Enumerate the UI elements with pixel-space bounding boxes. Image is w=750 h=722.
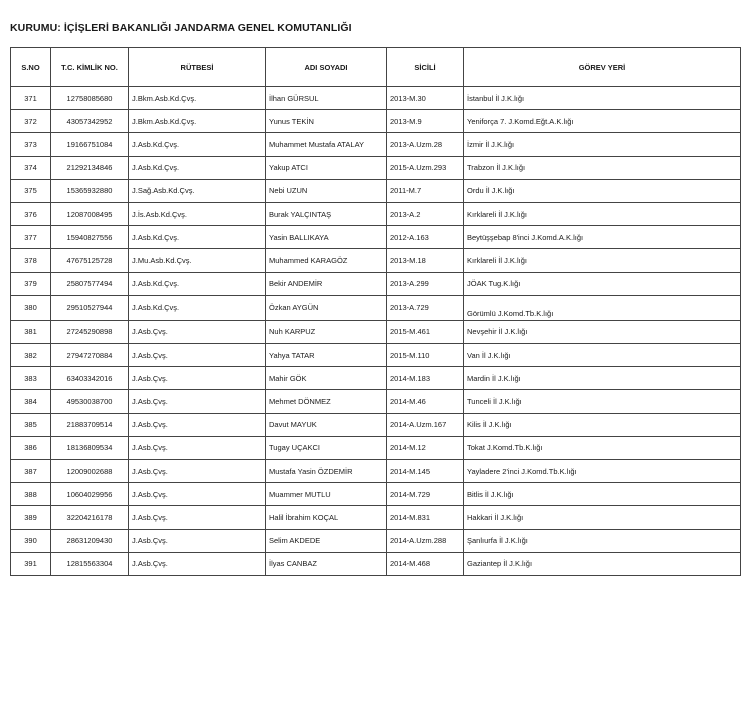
cell-registry: 2013-A.Uzm.28 — [387, 133, 464, 156]
cell-duty-station: Kilis İl J.K.lığı — [464, 413, 741, 436]
cell-registry: 2013-A.299 — [387, 272, 464, 295]
cell-tc-no: 49530038700 — [51, 390, 129, 413]
table-row — [11, 179, 741, 202]
cell-sno: 376 — [11, 202, 51, 225]
cell-name: Muhammed KARAGÖZ — [266, 249, 387, 272]
cell-sno: 383 — [11, 367, 51, 390]
cell-sno: 378 — [11, 249, 51, 272]
cell-rank: J.Asb.Çvş. — [129, 413, 266, 436]
cell-registry: 2015-A.Uzm.293 — [387, 156, 464, 179]
cell-name: Yahya TATAR — [266, 344, 387, 367]
cell-tc-no: 29510527944 — [51, 295, 129, 320]
table-row — [11, 226, 741, 249]
cell-tc-no: 21292134846 — [51, 156, 129, 179]
column-header-duty: GÖREV YERİ — [464, 48, 741, 87]
cell-sno: 375 — [11, 179, 51, 202]
cell-duty-station: Bitlis İl J.K.lığı — [464, 483, 741, 506]
cell-name: Mahir GÖK — [266, 367, 387, 390]
cell-rank: J.Asb.Çvş. — [129, 506, 266, 529]
cell-rank: J.Asb.Çvş. — [129, 436, 266, 459]
cell-registry: 2013-A.729 — [387, 295, 464, 320]
cell-registry: 2014-A.Uzm.288 — [387, 529, 464, 552]
cell-duty-station: Tunceli İl J.K.lığı — [464, 390, 741, 413]
table-row — [11, 249, 741, 272]
cell-tc-no: 15365932880 — [51, 179, 129, 202]
cell-rank: J.Asb.Çvş. — [129, 320, 266, 343]
column-header-rank: RÜTBESİ — [129, 48, 266, 87]
cell-registry: 2013-A.2 — [387, 202, 464, 225]
table-row — [11, 202, 741, 225]
table-row — [11, 413, 741, 436]
cell-name: Nuh KARPUZ — [266, 320, 387, 343]
cell-rank: J.Bkm.Asb.Kd.Çvş. — [129, 87, 266, 110]
cell-name: Yunus TEKİN — [266, 110, 387, 133]
table-body — [11, 87, 741, 576]
cell-duty-station: Hakkari İl J.K.lığı — [464, 506, 741, 529]
cell-sno: 373 — [11, 133, 51, 156]
cell-sno: 377 — [11, 226, 51, 249]
cell-sno: 379 — [11, 272, 51, 295]
cell-tc-no: 47675125728 — [51, 249, 129, 272]
cell-name: Tugay UÇAKCI — [266, 436, 387, 459]
cell-registry: 2014-M.46 — [387, 390, 464, 413]
cell-tc-no: 12758085680 — [51, 87, 129, 110]
table-row — [11, 390, 741, 413]
cell-name: Mustafa Yasin ÖZDEMİR — [266, 460, 387, 483]
cell-duty-station: İstanbul İl J.K.lığı — [464, 87, 741, 110]
column-header-tc: T.C. KİMLİK NO. — [51, 48, 129, 87]
cell-tc-no: 15940827556 — [51, 226, 129, 249]
cell-tc-no: 12815563304 — [51, 552, 129, 575]
cell-sno: 381 — [11, 320, 51, 343]
table-row — [11, 110, 741, 133]
cell-tc-no: 10604029956 — [51, 483, 129, 506]
table-row — [11, 87, 741, 110]
cell-sno: 386 — [11, 436, 51, 459]
table-header-row — [11, 48, 741, 87]
cell-sno: 388 — [11, 483, 51, 506]
cell-tc-no: 28631209430 — [51, 529, 129, 552]
table-row — [11, 133, 741, 156]
table-row — [11, 436, 741, 459]
cell-tc-no: 12009002688 — [51, 460, 129, 483]
cell-duty-station: İzmir İl J.K.lığı — [464, 133, 741, 156]
cell-tc-no: 27947270884 — [51, 344, 129, 367]
cell-registry: 2013-M.30 — [387, 87, 464, 110]
cell-duty-station: Trabzon İl J.K.lığı — [464, 156, 741, 179]
cell-tc-no: 18136809534 — [51, 436, 129, 459]
table-row — [11, 552, 741, 575]
cell-rank: J.Asb.Çvş. — [129, 460, 266, 483]
cell-rank: J.Mu.Asb.Kd.Çvş. — [129, 249, 266, 272]
cell-name: Nebi UZUN — [266, 179, 387, 202]
cell-sno: 389 — [11, 506, 51, 529]
cell-rank: J.Asb.Kd.Çvş. — [129, 272, 266, 295]
cell-registry: 2014-A.Uzm.167 — [387, 413, 464, 436]
table-row — [11, 506, 741, 529]
cell-registry: 2012-A.163 — [387, 226, 464, 249]
cell-name: Muammer MUTLU — [266, 483, 387, 506]
cell-name: Halil İbrahim KOÇAL — [266, 506, 387, 529]
cell-registry: 2014-M.183 — [387, 367, 464, 390]
cell-sno: 385 — [11, 413, 51, 436]
cell-rank: J.Bkm.Asb.Kd.Çvş. — [129, 110, 266, 133]
cell-name: Mehmet DÖNMEZ — [266, 390, 387, 413]
cell-registry: 2013-M.18 — [387, 249, 464, 272]
cell-tc-no: 21883709514 — [51, 413, 129, 436]
cell-duty-station: JÖAK Tug.K.lığı — [464, 272, 741, 295]
table-row — [11, 460, 741, 483]
cell-rank: J.Asb.Çvş. — [129, 367, 266, 390]
cell-registry: 2014-M.729 — [387, 483, 464, 506]
cell-name: Burak YALÇINTAŞ — [266, 202, 387, 225]
cell-rank: J.Sağ.Asb.Kd.Çvş. — [129, 179, 266, 202]
cell-name: Yasin BALLIKAYA — [266, 226, 387, 249]
cell-registry: 2013-M.9 — [387, 110, 464, 133]
cell-name: Bekir ANDEMİR — [266, 272, 387, 295]
cell-duty-station: Kırklareli İl J.K.lığı — [464, 202, 741, 225]
cell-duty-station: Mardin İl J.K.lığı — [464, 367, 741, 390]
cell-name: Selim AKDEDE — [266, 529, 387, 552]
cell-duty-station: Yayladere 2'inci J.Komd.Tb.K.lığı — [464, 460, 741, 483]
cell-sno: 391 — [11, 552, 51, 575]
cell-registry: 2014-M.12 — [387, 436, 464, 459]
personnel-table — [10, 47, 741, 576]
table-row — [11, 344, 741, 367]
cell-name: Yakup ATCI — [266, 156, 387, 179]
cell-rank: J.Asb.Kd.Çvş. — [129, 295, 266, 320]
cell-duty-station: Yeniforça 7. J.Komd.Eğt.A.K.lığı — [464, 110, 741, 133]
cell-duty-station: Gaziantep İl J.K.lığı — [464, 552, 741, 575]
cell-sno: 371 — [11, 87, 51, 110]
table-row — [11, 367, 741, 390]
cell-sno: 382 — [11, 344, 51, 367]
table-row — [11, 156, 741, 179]
cell-sno: 372 — [11, 110, 51, 133]
cell-rank: J.Asb.Çvş. — [129, 552, 266, 575]
cell-registry: 2014-M.468 — [387, 552, 464, 575]
cell-duty-station: Görümlü J.Komd.Tb.K.lığı — [464, 295, 741, 320]
cell-tc-no: 63403342016 — [51, 367, 129, 390]
cell-duty-station: Şanlıurfa İl J.K.lığı — [464, 529, 741, 552]
table-row — [11, 272, 741, 295]
cell-rank: J.Asb.Çvş. — [129, 483, 266, 506]
cell-rank: J.Asb.Kd.Çvş. — [129, 156, 266, 179]
table-row — [11, 529, 741, 552]
cell-name: Muhammet Mustafa ATALAY — [266, 133, 387, 156]
cell-sno: 380 — [11, 295, 51, 320]
cell-rank: J.Asb.Çvş. — [129, 529, 266, 552]
cell-duty-station: Beytüşşebap 8'inci J.Komd.A.K.lığı — [464, 226, 741, 249]
cell-registry: 2014-M.831 — [387, 506, 464, 529]
cell-name: Özkan AYGÜN — [266, 295, 387, 320]
cell-duty-station: Van İl J.K.lığı — [464, 344, 741, 367]
cell-duty-station: Nevşehir İl J.K.lığı — [464, 320, 741, 343]
cell-registry: 2015-M.461 — [387, 320, 464, 343]
cell-sno: 387 — [11, 460, 51, 483]
cell-tc-no: 32204216178 — [51, 506, 129, 529]
cell-duty-station: Kırklareli İl J.K.lığı — [464, 249, 741, 272]
cell-name: İlhan GÜRSUL — [266, 87, 387, 110]
cell-tc-no: 25807577494 — [51, 272, 129, 295]
cell-rank: J.Asb.Kd.Çvş. — [129, 226, 266, 249]
cell-tc-no: 43057342952 — [51, 110, 129, 133]
cell-tc-no: 27245290898 — [51, 320, 129, 343]
cell-sno: 390 — [11, 529, 51, 552]
cell-duty-station: Tokat J.Komd.Tb.K.lığı — [464, 436, 741, 459]
cell-registry: 2015-M.110 — [387, 344, 464, 367]
column-header-name: ADI SOYADI — [266, 48, 387, 87]
cell-tc-no: 12087008495 — [51, 202, 129, 225]
table-row — [11, 320, 741, 343]
column-header-registry: SİCİLİ — [387, 48, 464, 87]
cell-rank: J.Asb.Kd.Çvş. — [129, 133, 266, 156]
cell-name: İlyas CANBAZ — [266, 552, 387, 575]
institution-heading: KURUMU: İÇİŞLERİ BAKANLIĞI JANDARMA GENEL KOMUTANLIĞI — [10, 22, 352, 34]
cell-registry: 2011-M.7 — [387, 179, 464, 202]
cell-registry: 2014-M.145 — [387, 460, 464, 483]
cell-rank: J.İs.Asb.Kd.Çvş. — [129, 202, 266, 225]
cell-name: Davut MAYUK — [266, 413, 387, 436]
cell-sno: 374 — [11, 156, 51, 179]
table-row — [11, 295, 741, 320]
column-header-sno: S.NO — [11, 48, 51, 87]
cell-tc-no: 19166751084 — [51, 133, 129, 156]
cell-rank: J.Asb.Çvş. — [129, 344, 266, 367]
cell-duty-station: Ordu İl J.K.lığı — [464, 179, 741, 202]
cell-rank: J.Asb.Çvş. — [129, 390, 266, 413]
cell-sno: 384 — [11, 390, 51, 413]
table-row — [11, 483, 741, 506]
